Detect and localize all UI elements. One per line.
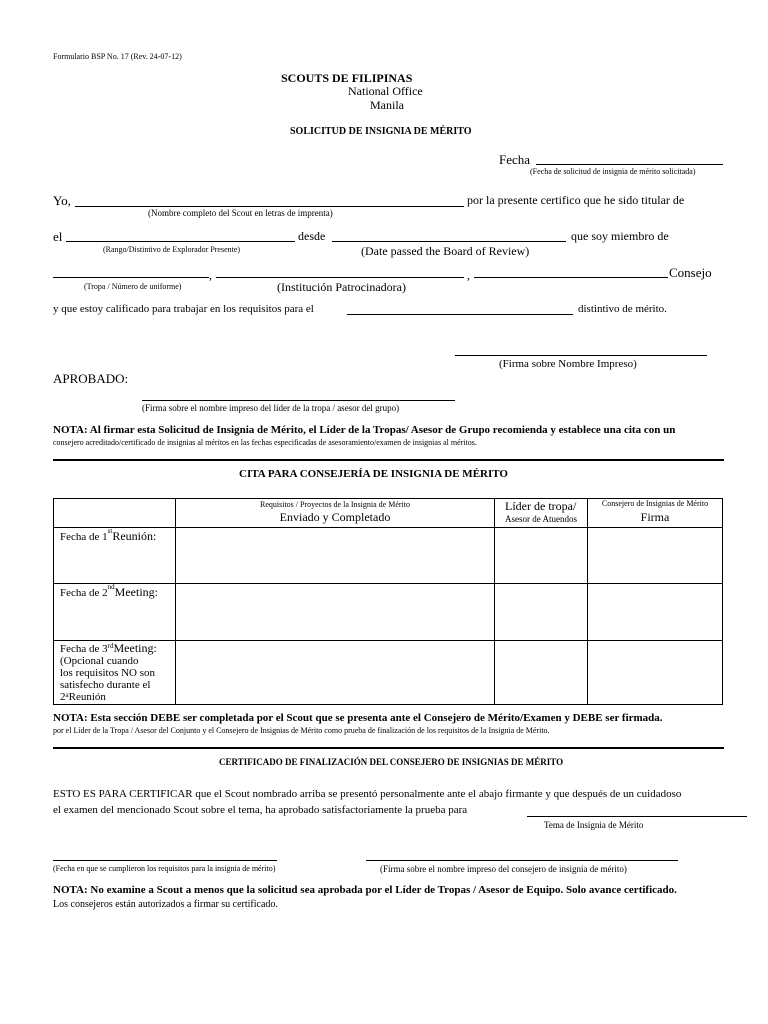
miembro-text: que soy miembro de	[571, 229, 669, 243]
distintivo-text: distintivo de mérito.	[578, 303, 667, 315]
row2-pre: Fecha de 2	[60, 587, 108, 599]
row1-sup: st	[107, 527, 113, 535]
header-cell-lider	[495, 499, 588, 528]
nota3-small: Los consejeros están autorizados a firmar su certificado.	[53, 899, 278, 910]
cert-line1: ESTO ES PARA CERTIFICAR que el Scout nombrado arriba se presentó personalmente ante el abajo firmante y que después de un cuidadoso	[53, 788, 682, 800]
institucion-caption: (Institución Patrocinadora)	[277, 280, 406, 294]
firma-scout-line[interactable]	[455, 355, 707, 356]
row3-requisitos-cell[interactable]	[176, 641, 495, 705]
row3-note4-sup: a	[65, 691, 69, 699]
distintivo-input-line[interactable]	[347, 314, 573, 315]
divider-1	[53, 459, 724, 461]
col4-small: Consejero de Insignias de Mérito	[601, 499, 709, 508]
cert-line2: el examen del mencionado Scout sobre el tema, ha aprobado satisfactoriamente la prueba para	[53, 804, 468, 816]
fecha-input-line[interactable]	[536, 164, 723, 165]
nota1-small: consejero acreditado/certificado de insignias al méritos en las fechas especificadas de asesoramiento/examen de insignias al méritos.	[53, 438, 477, 447]
el-label: el	[53, 229, 63, 244]
firma-consejero-line[interactable]	[366, 860, 678, 861]
tema-input-line[interactable]	[527, 816, 747, 817]
desde-label: desde	[298, 229, 326, 243]
row3-note1: (Opcional cuando	[60, 655, 139, 667]
fecha-cumplieron-line[interactable]	[53, 860, 277, 861]
cita-title: CITA PARA CONSEJERÍA DE INSIGNIA DE MÉRITO	[239, 468, 508, 480]
col2-main: Enviado y Completado	[279, 510, 391, 524]
nombre-input-line[interactable]	[75, 206, 464, 207]
date-input-line[interactable]	[332, 241, 566, 242]
tropa-input-line[interactable]	[53, 277, 209, 278]
row1-label	[54, 528, 175, 544]
tropa-caption: (Tropa / Número de uniforme)	[84, 282, 182, 291]
col4-main: Firma	[640, 510, 670, 524]
row3-sup: rd	[107, 642, 114, 650]
row3-note2: los requisitos NO son	[60, 667, 156, 679]
table-row	[54, 528, 723, 584]
row1-lider-cell[interactable]	[495, 528, 588, 584]
row2-post: Meeting:	[114, 585, 158, 599]
date-caption: (Date passed the Board of Review)	[361, 244, 530, 258]
row3-note4	[54, 691, 175, 703]
lider-caption: (Firma sobre el nombre impreso del líder de la tropa / asesor del grupo)	[142, 403, 400, 413]
consejo-label: Consejo	[669, 265, 712, 280]
nota3-bold: NOTA: No examine a Scout a menos que la solicitud sea aprobada por el Líder de Tropas / Asesor de Equipo. Solo avance certificado.	[53, 884, 677, 896]
row3-post: Meeting:	[113, 641, 157, 655]
row1-requisitos-cell[interactable]	[176, 528, 495, 584]
firma-consejero-caption: (Firma sobre el nombre impreso del consejero de insignia de mérito)	[380, 864, 627, 874]
nota2-bold: NOTA: Esta sección DEBE ser completada por el Scout que se presenta ante el Consejero de Mérito/Examen y DEBE ser firmada.	[53, 712, 663, 724]
fecha-label: Fecha	[499, 152, 531, 167]
row2-requisitos-cell[interactable]	[176, 584, 495, 641]
col3-small: Asesor de Atuendos	[505, 514, 577, 524]
row3-label	[54, 641, 175, 655]
row1-post: Reunión:	[112, 529, 157, 543]
row2-label-cell	[54, 584, 176, 641]
cita-table	[53, 498, 723, 705]
col3-main: Líder de tropa/	[505, 499, 577, 513]
consejo-input-line[interactable]	[474, 277, 668, 278]
row2-lider-cell[interactable]	[495, 584, 588, 641]
row1-label-cell	[54, 528, 176, 584]
rango-input-line[interactable]	[66, 241, 295, 242]
header-cell-consejero	[588, 499, 723, 528]
org-name: SCOUTS DE FILIPINAS	[281, 71, 413, 85]
row1-firma-cell[interactable]	[588, 528, 723, 584]
row1-pre: Fecha de 1	[60, 531, 108, 543]
fecha-cumplieron-caption: (Fecha en que se cumplieron los requisitos para la insignia de mérito)	[53, 864, 276, 873]
row3-firma-cell[interactable]	[588, 641, 723, 705]
row3-pre: Fecha de 3	[60, 643, 108, 655]
table-row	[54, 584, 723, 641]
row2-firma-cell[interactable]	[588, 584, 723, 641]
col2-small: Requisitos / Proyectos de la Insignia de Mérito	[260, 500, 410, 509]
row3-note4-post: Reunión	[68, 691, 106, 703]
row2-label	[54, 584, 175, 600]
firma-caption: (Firma sobre Nombre Impreso)	[499, 358, 637, 370]
form-number: Formulario BSP No. 17 (Rev. 24-07-12)	[53, 52, 182, 61]
header-cell-empty	[54, 499, 176, 528]
row3-lider-cell[interactable]	[495, 641, 588, 705]
rango-caption: (Rango/Distintivo de Explorador Presente)	[103, 245, 241, 254]
tema-caption: Tema de Insignia de Mérito	[544, 820, 644, 830]
table-header-row	[54, 499, 723, 528]
fecha-caption: (Fecha de solicitud de insignia de mérito solicitada)	[530, 167, 696, 176]
table-row	[54, 641, 723, 705]
row3-label-cell	[54, 641, 176, 705]
yo-text: por la presente certifico que he sido titular de	[467, 193, 685, 207]
org-city: Manila	[370, 98, 404, 112]
yo-label: Yo,	[53, 193, 71, 208]
calificado-text: y que estoy calificado para trabajar en los requisitos para el	[53, 303, 314, 315]
aprobado-label: APROBADO:	[53, 371, 129, 386]
comma-2: ,	[467, 268, 470, 282]
org-office: National Office	[348, 84, 423, 98]
cert-title: CERTIFICADO DE FINALIZACIÓN DEL CONSEJERO DE INSIGNIAS DE MÉRITO	[219, 757, 564, 767]
nota1-bold: NOTA: Al firmar esta Solicitud de Insignia de Mérito, el Líder de la Tropas/ Asesor de Grupo recomienda y establece una cita con un	[53, 424, 676, 436]
form-title: SOLICITUD DE INSIGNIA DE MÉRITO	[290, 126, 472, 137]
header-cell-requisitos	[176, 499, 495, 528]
firma-lider-line[interactable]	[142, 400, 455, 401]
row3-note3: satisfecho durante el	[60, 679, 151, 691]
nombre-caption: (Nombre completo del Scout en letras de imprenta)	[148, 208, 333, 218]
row2-sup: nd	[107, 583, 115, 591]
row3-note4-num: 2	[60, 691, 66, 703]
comma-1: ,	[209, 268, 212, 282]
institucion-input-line[interactable]	[216, 277, 464, 278]
nota2-small: por el Líder de la Tropa / Asesor del Conjunto y el Consejero de Insignias de Mérito como prueba de finalización de los requisitos de la Insignia de Mérito.	[53, 726, 550, 735]
divider-2	[53, 747, 724, 749]
